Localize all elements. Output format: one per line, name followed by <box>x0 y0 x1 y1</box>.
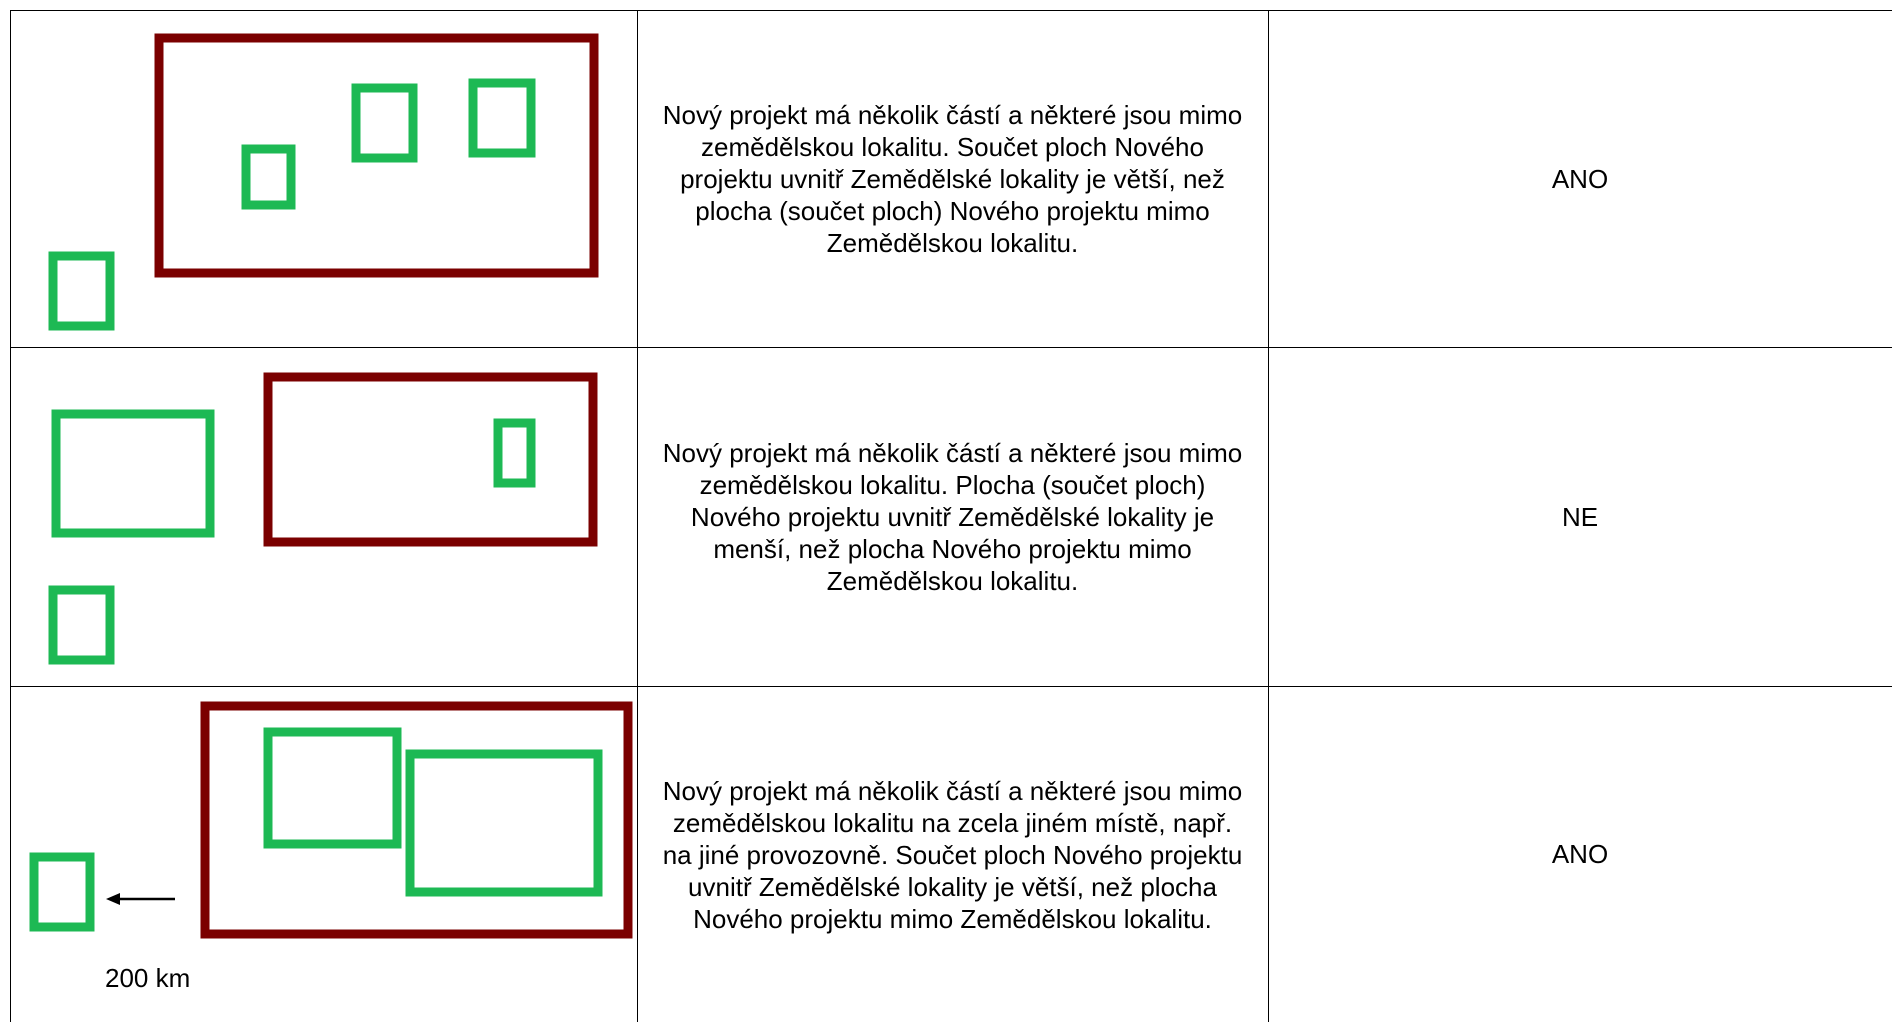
project-part-outside-rect <box>34 857 90 927</box>
project-part-rect <box>410 754 598 892</box>
project-part-rect <box>473 83 531 153</box>
project-part-rect <box>268 732 397 844</box>
project-part-rect <box>356 88 413 158</box>
row-1-diagram <box>10 11 637 347</box>
arrow-head-icon <box>106 893 120 905</box>
project-part-rect <box>498 423 531 483</box>
project-part-outside-rect <box>56 414 210 533</box>
row-2-description: Nový projekt má několik částí a některé jsou mimo zemědělskou lokalitu. Plocha (součet ploch) Nového projektu uvnitř Zemědělské lokality je menší, než plocha Nového projektu mimo Zemědělskou lokalitu. <box>662 438 1243 596</box>
row-3-diagram <box>10 687 637 1022</box>
distance-label: 200 km <box>105 963 191 993</box>
row-2-answer: NE <box>1561 501 1599 532</box>
project-part-outside-rect <box>53 590 110 660</box>
row-3-answer: ANO <box>1551 839 1609 869</box>
row-3-description: Nový projekt má několik částí a některé jsou mimo zemědělskou lokalitu na zcela jiném místě, např. na jiné provozovně. Součet ploch Nového projektu uvnitř Zemědělské lokality je větší, než plocha Nového projektu mimo Zemědělskou lokalitu. <box>662 775 1243 934</box>
row-1-answer: ANO <box>1551 163 1609 194</box>
row-2-diagram <box>10 348 637 686</box>
row-1-description: Nový projekt má několik částí a některé jsou mimo zemědělskou lokalitu. Součet ploch Nového projektu uvnitř Zemědělské lokality je větší, než plocha (součet ploch) Nového projektu mimo Zemědělskou lokalitu. <box>662 100 1243 258</box>
agricultural-locality-rect <box>268 377 593 542</box>
project-part-rect <box>246 149 291 205</box>
project-part-outside-rect <box>53 256 110 326</box>
